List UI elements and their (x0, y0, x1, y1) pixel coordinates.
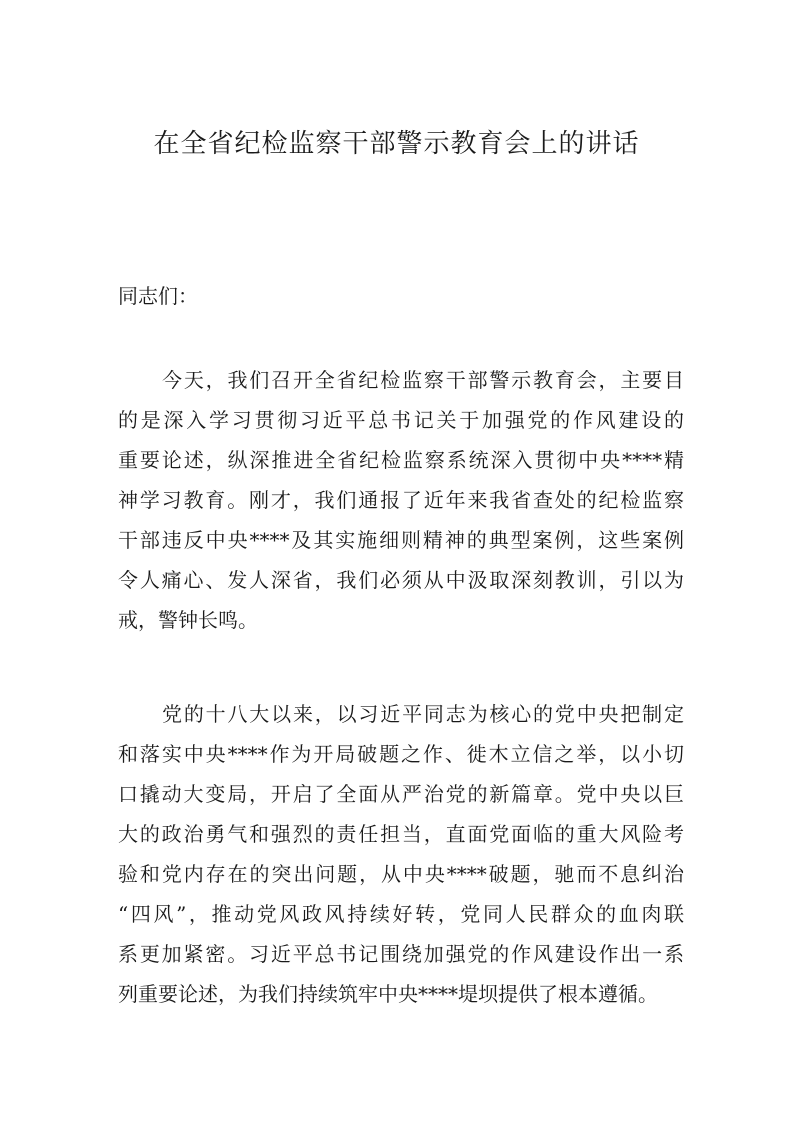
paragraph-line: 党的十八大以来，以习近平同志为核心的党中央把制定 (162, 702, 684, 726)
paragraph-2 (118, 694, 684, 1014)
paragraph-line: 列重要论述，为我们持续筑牢中央****堤坝提供了根本遵循。 (118, 982, 658, 1006)
paragraph-line: 验和党内存在的突出问题，从中央****破题，驰而不息纠治 (118, 862, 684, 886)
salutation: 同志们： (118, 284, 198, 308)
paragraph-line: 令人痛心、发人深省，我们必须从中汲取深刻教训，引以为 (118, 568, 684, 592)
document-title: 在全省纪检监察干部警示教育会上的讲话 (153, 129, 640, 159)
paragraph-line: “四风”，推动党风政风持续好转，党同人民群众的血肉联 (118, 902, 684, 926)
paragraph-line: 戒，警钟长鸣。 (118, 608, 258, 632)
paragraph-line: 重要论述，纵深推进全省纪检监察系统深入贯彻中央****精 (118, 448, 684, 472)
paragraph-line: 神学习教育。刚才，我们通报了近年来我省查处的纪检监察 (118, 488, 684, 512)
paragraph-line: 大的政治勇气和强烈的责任担当，直面党面临的重大风险考 (118, 822, 684, 846)
paragraph-line: 口撬动大变局，开启了全面从严治党的新篇章。党中央以巨 (118, 782, 684, 806)
paragraph-line: 系更加紧密。习近平总书记围绕加强党的作风建设作出一系 (118, 942, 684, 966)
paragraph-line: 和落实中央****作为开局破题之作、徙木立信之举，以小切 (118, 742, 684, 766)
paragraph-line: 干部违反中央****及其实施细则精神的典型案例，这些案例 (118, 528, 684, 552)
paragraph-1 (118, 360, 684, 640)
paragraph-line: 今天，我们召开全省纪检监察干部警示教育会，主要目 (162, 368, 684, 392)
paragraph-line: 的是深入学习贯彻习近平总书记关于加强党的作风建设的 (118, 408, 684, 432)
